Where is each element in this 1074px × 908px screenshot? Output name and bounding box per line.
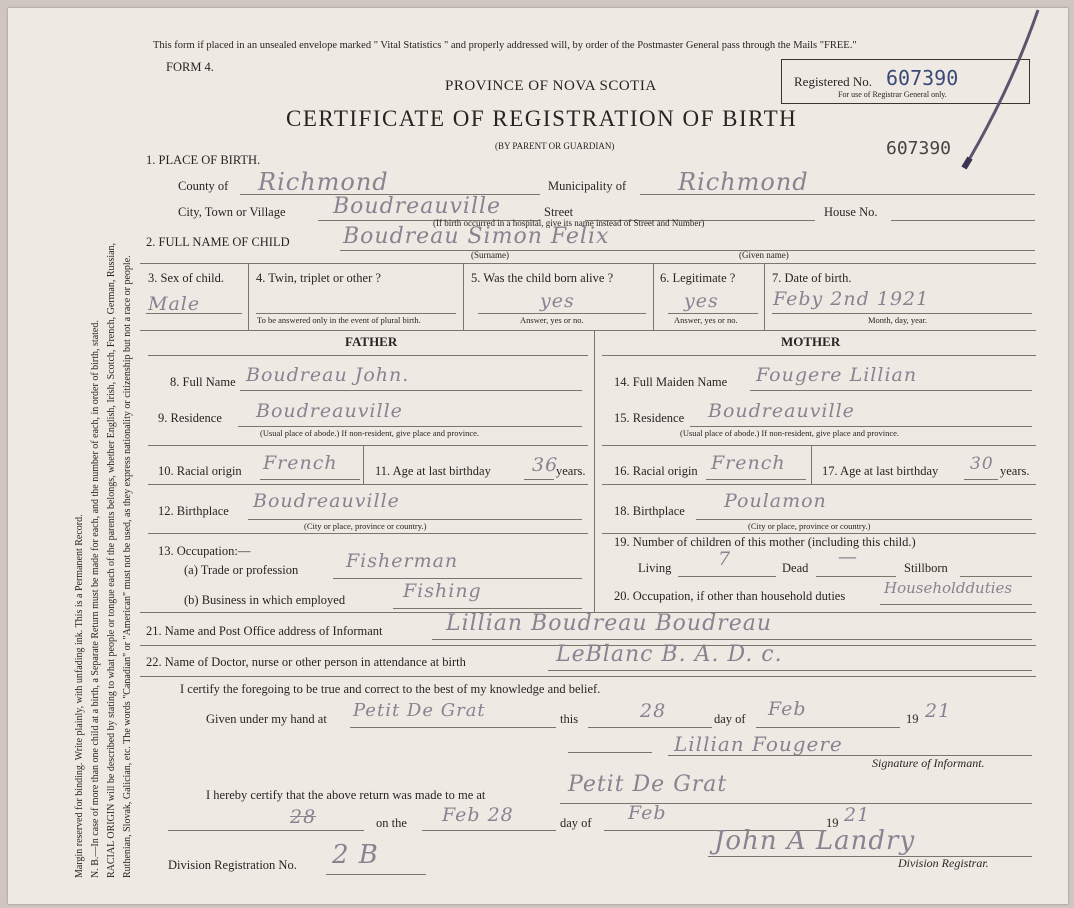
mother-residence-label: 15. Residence: [614, 411, 685, 425]
row3-divider-1: [248, 263, 249, 330]
living-line: [678, 576, 776, 577]
mother-heading: MOTHER: [781, 334, 841, 349]
children-count-label: 19. Number of children of this mother (including this child.): [614, 535, 916, 549]
pen-stroke: [958, 8, 1048, 178]
informant-value[interactable]: Lillian Boudreau Boudreau: [446, 611, 772, 636]
date-of-birth-value[interactable]: Feby 2nd 1921: [773, 288, 930, 310]
alive-label: 5. Was the child born alive ?: [471, 271, 614, 285]
county-value[interactable]: Richmond: [258, 168, 389, 196]
province-heading: PROVINCE OF NOVA SCOTIA: [445, 78, 657, 94]
mother-birthplace-note: (City or place, province or country.): [748, 521, 871, 531]
business-line: [393, 608, 582, 609]
mother-age-label: 17. Age at last birthday: [822, 464, 939, 478]
street-label: Street: [544, 205, 574, 219]
father-race-label: 10. Racial origin: [158, 464, 242, 478]
mother-occupation-line: [880, 604, 1032, 605]
father-heading: FATHER: [345, 334, 398, 349]
living-label: Living: [638, 561, 672, 575]
given-place-value[interactable]: Petit De Grat: [353, 700, 486, 721]
informant-signature-label: Signature of Informant.: [872, 756, 985, 770]
registrar-note: For use of Registrar General only.: [838, 90, 947, 99]
mother-years-label: years.: [1000, 464, 1030, 478]
given-place-line: [350, 727, 556, 728]
mother-age-line: [964, 479, 998, 480]
father-birthplace-note: (City or place, province or country.): [304, 521, 427, 531]
mother-occupation-value[interactable]: Householdduties: [884, 579, 1013, 597]
signature-stub-line: [568, 752, 652, 753]
on-the-value[interactable]: Feb 28: [442, 804, 514, 826]
division-registration-line: [326, 874, 426, 875]
section-rule-certify: [140, 676, 1036, 677]
given-name-note: (Given name): [739, 250, 789, 260]
row3-divider-3: [653, 263, 654, 330]
informant-label: 21. Name and Post Office address of Informant: [146, 624, 383, 638]
father-rule-2: [148, 484, 588, 485]
margin-note-binding: Margin reserved for binding. Write plainly, with unfading ink. This is a Permanent Record.: [74, 514, 85, 878]
mother-residence-value[interactable]: Boudreauville: [708, 400, 855, 422]
certify-year-value[interactable]: 21: [925, 700, 952, 722]
child-name-value[interactable]: Boudreau Simon Felix: [343, 224, 610, 249]
row3-divider-2: [463, 263, 464, 330]
father-name-value[interactable]: Boudreau John.: [246, 364, 410, 386]
twin-line: [256, 313, 456, 314]
certify-day-value[interactable]: 28: [640, 700, 667, 722]
father-name-label: 8. Full Name: [170, 375, 236, 389]
date-line: [772, 313, 1032, 314]
mother-residence-note: (Usual place of abode.) If non-resident, give place and province.: [680, 428, 900, 438]
stillborn-label: Stillborn: [904, 561, 948, 575]
mother-birthplace-label: 18. Birthplace: [614, 504, 685, 518]
doctor-label: 22. Name of Doctor, nurse or other person in attendance at birth: [146, 655, 466, 669]
margin-note-racial-origin: RACIAL ORIGIN will be described by stating to what people or tongue each of the parents belongs, whether English, Irish, Scotch, French, German, Russian,: [106, 242, 117, 878]
row3-top-rule: [140, 263, 1036, 264]
parents-divider: [594, 330, 595, 612]
twin-note: To be answered only in the event of plural birth.: [257, 315, 421, 325]
hospital-note: (If birth occurred in a hospital, give its name instead of Street and Number): [433, 218, 705, 228]
registered-number: 607390: [886, 66, 959, 90]
legitimate-note: Answer, yes or no.: [674, 315, 738, 325]
father-residence-value[interactable]: Boudreauville: [256, 400, 403, 422]
date-note: Month, day, year.: [868, 315, 928, 325]
on-the-label: on the: [376, 816, 407, 830]
this-label: this: [560, 712, 579, 726]
page-title: CERTIFICATE OF REGISTRATION OF BIRTH: [286, 106, 798, 131]
registered-label: Registered No.: [794, 74, 872, 89]
house-number-label: House No.: [824, 205, 878, 219]
form-number: FORM 4.: [166, 60, 214, 74]
mother-race-value[interactable]: French: [711, 452, 786, 474]
mother-age-value[interactable]: 30: [970, 454, 994, 474]
mother-race-line: [706, 479, 806, 480]
father-rule-1: [148, 445, 588, 446]
county-label: County of: [178, 179, 229, 193]
dead-value[interactable]: —: [838, 546, 858, 568]
margin-note-plural-birth: N. B.—In case of more than one child at a birth, a Separate Return must be made for each, and the number of each, in order of birth, stated.: [90, 320, 101, 878]
day-of-label: day of: [714, 712, 746, 726]
mail-notice: This form if placed in an unsealed envelope marked " Vital Statistics " and properly addressed will, by order of the Postmaster General pass through the Mails "FREE.": [153, 40, 857, 51]
father-residence-line: [238, 426, 582, 427]
mother-race-label: 16. Racial origin: [614, 464, 698, 478]
mother-residence-line: [690, 426, 1032, 427]
trade-label: (a) Trade or profession: [184, 563, 299, 577]
registrar-day-of-label: day of: [560, 816, 592, 830]
sex-label: 3. Sex of child.: [148, 271, 225, 285]
registrar-month-value[interactable]: Feb: [628, 802, 667, 824]
father-residence-label: 9. Residence: [158, 411, 222, 425]
father-rule-3: [148, 533, 588, 534]
alive-value[interactable]: yes: [540, 290, 575, 312]
doctor-value[interactable]: LeBlanc B. A. D. c.: [556, 642, 783, 667]
registrar-signature-label: Division Registrar.: [898, 856, 989, 870]
dead-line: [816, 576, 896, 577]
informant-line: [432, 639, 1032, 640]
legitimate-line: [668, 313, 758, 314]
father-age-label: 11. Age at last birthday: [375, 464, 491, 478]
business-label: (b) Business in which employed: [184, 593, 346, 607]
house-number-line: [891, 220, 1035, 221]
division-registration-label: Division Registration No.: [168, 858, 297, 872]
date-of-birth-label: 7. Date of birth.: [772, 271, 852, 285]
mother-heading-rule: [602, 355, 1036, 356]
father-birthplace-line: [248, 519, 582, 520]
mother-rule-2: [602, 484, 1036, 485]
certify-month-value[interactable]: Feb: [768, 698, 807, 720]
child-name-line: [340, 250, 1035, 251]
mother-name-line: [750, 390, 1032, 391]
certify-statement: I certify the foregoing to be true and correct to the best of my knowledge and belief.: [180, 682, 601, 696]
registrar-struck-value[interactable]: 28: [290, 806, 317, 828]
given-under-label: Given under my hand at: [206, 712, 327, 726]
registrar-place-value[interactable]: Petit De Grat: [568, 772, 728, 797]
father-age-line: [524, 479, 554, 480]
municipality-label: Municipality of: [548, 179, 627, 193]
father-residence-note: (Usual place of abode.) If non-resident, give place and province.: [260, 428, 480, 438]
stamped-number: 607390: [886, 138, 952, 159]
registrar-signature[interactable]: John A Landry: [714, 826, 916, 856]
mother-rule-1: [602, 445, 1036, 446]
stillborn-line: [960, 576, 1032, 577]
father-race-line: [260, 479, 360, 480]
month-line: [756, 727, 900, 728]
sex-value[interactable]: Male: [148, 293, 201, 315]
mother-occupation-label: 20. Occupation, if other than household duties: [614, 589, 846, 603]
father-occupation-label: 13. Occupation:—: [158, 544, 251, 558]
mother-rule-3: [602, 533, 1036, 534]
father-race-value[interactable]: French: [263, 452, 338, 474]
legitimate-value[interactable]: yes: [684, 290, 719, 312]
day-line: [588, 727, 712, 728]
father-birthplace-label: 12. Birthplace: [158, 504, 229, 518]
business-value[interactable]: Fishing: [403, 580, 482, 602]
year-prefix: 19: [906, 712, 919, 726]
row3-bottom-rule: [140, 330, 1036, 331]
living-value[interactable]: 7: [718, 548, 732, 570]
registrar-number-line: [168, 830, 364, 831]
sex-line: [146, 313, 242, 314]
mother-birthplace-value[interactable]: Poulamon: [724, 490, 827, 512]
registrar-year-prefix: 19: [826, 816, 839, 830]
doctor-line: [548, 670, 1032, 671]
margin-note-nationality: Ruthenian, Slovak, Galician, etc. The words "Canadian" or "American" must not be used, as they express nationality or citizenship but not a race or people.: [122, 255, 133, 878]
city-label: City, Town or Village: [178, 205, 286, 219]
registrar-statement: I hereby certify that the above return was made to me at: [206, 788, 486, 802]
dead-label: Dead: [782, 561, 809, 575]
father-years-label: years.: [556, 464, 586, 478]
row3-divider-4: [764, 263, 765, 330]
trade-line: [333, 578, 582, 579]
page-subtitle: (BY PARENT OR GUARDIAN): [495, 141, 615, 151]
informant-signature[interactable]: Lillian Fougere: [674, 732, 843, 756]
municipality-value[interactable]: Richmond: [678, 168, 809, 196]
father-birthplace-value[interactable]: Boudreauville: [253, 490, 400, 512]
father-name-line: [240, 390, 582, 391]
father-race-divider: [363, 445, 364, 484]
twin-label: 4. Twin, triplet or other ?: [256, 271, 381, 285]
place-of-birth-label: 1. PLACE OF BIRTH.: [146, 153, 261, 167]
division-registration-value[interactable]: 2 B: [332, 840, 379, 870]
mother-name-value[interactable]: Fougere Lillian: [756, 364, 918, 386]
mother-name-label: 14. Full Maiden Name: [614, 375, 728, 389]
mother-birthplace-line: [696, 519, 1032, 520]
legitimate-label: 6. Legitimate ?: [660, 271, 736, 285]
birth-certificate: [8, 8, 1068, 904]
father-heading-rule: [148, 355, 588, 356]
on-the-line: [422, 830, 556, 831]
surname-note: (Surname): [471, 250, 509, 260]
alive-note: Answer, yes or no.: [520, 315, 584, 325]
registrar-year-value[interactable]: 21: [844, 804, 871, 826]
city-value[interactable]: Boudreauville: [333, 194, 502, 219]
child-name-label: 2. FULL NAME OF CHILD: [146, 235, 290, 249]
father-age-value[interactable]: 36: [532, 454, 559, 476]
mother-race-divider: [811, 445, 812, 484]
trade-value[interactable]: Fisherman: [346, 550, 459, 572]
alive-line: [478, 313, 646, 314]
